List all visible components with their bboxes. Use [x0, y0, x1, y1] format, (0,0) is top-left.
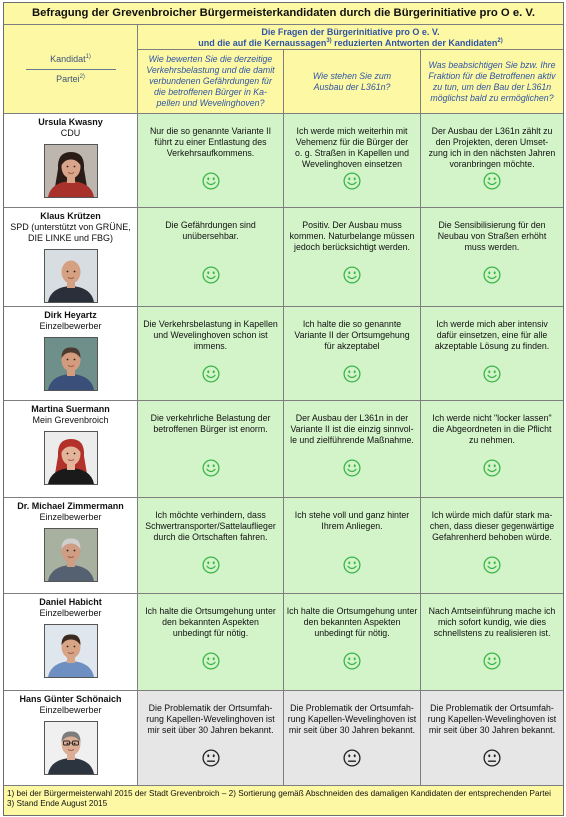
answer-line: den Projekten, deren Umset- — [435, 137, 549, 147]
smiley-neutral-icon — [343, 749, 361, 767]
answer-cell — [284, 307, 421, 401]
smiley-happy-icon — [343, 365, 361, 383]
candidate-cell — [4, 401, 138, 498]
answer-line: unbedingt für nötig. — [172, 628, 249, 638]
candidate-name: Dirk Heyartz — [44, 309, 97, 320]
answer-line: chen, dass dieser gegenwärtige — [429, 521, 555, 531]
answer-line: Ich würde mich dafür stark ma- — [431, 510, 553, 520]
answer-line: Nach Amtseinführung mache ich — [428, 606, 556, 616]
answer-line: Wevelinghoven einsetzen — [301, 159, 403, 169]
answer-cell — [284, 691, 421, 786]
smiley-happy-icon — [202, 652, 220, 670]
answer-line: Der Ausbau der L361n zählt zu — [431, 126, 553, 136]
candidate-name: Klaus Krützen — [40, 210, 101, 221]
answer-line: le und zielführende Maßnahme. — [290, 435, 414, 445]
answer-cell — [421, 498, 563, 594]
answer-line: voranbringen möchte. — [449, 159, 535, 169]
answer-line: Der Ausbau der L361n in der — [295, 413, 409, 423]
smiley-happy-icon — [202, 172, 220, 190]
page-title: Befragung der Grevenbroicher Bürgermeisterkandidaten durch die Bürgerinitiative pro O e. V. — [4, 3, 563, 25]
question-line: Wie bewerten Sie die derzeitige — [148, 54, 273, 64]
answer-cell — [421, 401, 563, 498]
candidate-header-label — [50, 54, 91, 65]
smiley-happy-icon — [343, 459, 361, 477]
candidate-label: Kandidat — [50, 53, 86, 64]
question-cell — [138, 50, 284, 114]
answer-line: mir seit über 30 Jahren bekannt. — [428, 725, 556, 735]
candidate-party: SPD (unterstützt von GRÜNE, — [10, 221, 131, 232]
answer-line: rung Kapellen-Wevelinghoven ist — [287, 714, 417, 724]
smiley-happy-icon — [202, 365, 220, 383]
answer-line: Die Problematik der Ortsumfah- — [430, 703, 554, 713]
answer-cell — [421, 307, 563, 401]
party-header-label — [56, 74, 85, 85]
smiley-happy-icon — [483, 459, 501, 477]
candidate-party: Mein Grevenbroich — [32, 414, 109, 425]
footnote-marker: 1) — [85, 53, 91, 60]
answer-line: Neubau von Straßen erhöht — [437, 231, 547, 241]
answer-line: durch die Ortschaften fahren. — [153, 532, 268, 542]
answer-line: unbedingt für nötig. — [314, 628, 390, 638]
candidate-cell — [4, 114, 138, 208]
smiley-happy-icon — [202, 459, 220, 477]
question-line: möglichst bald zu ermöglichen? — [430, 92, 554, 103]
answer-line: Ich halte die Ortsumgehung unter — [145, 606, 276, 616]
answer-cell — [284, 498, 421, 594]
answer-cell — [421, 594, 563, 691]
answer-line: Die Problematik der Ortsumfah- — [290, 703, 414, 713]
answer-line: Vehemenz für die Bürger der — [295, 137, 409, 147]
answer-line: Variante II der Ortsumgehung — [294, 330, 410, 340]
question-line: Ausbau der L361n? — [313, 81, 391, 92]
candidate-cell — [4, 594, 138, 691]
answer-cell — [421, 208, 563, 307]
questions-title-text: reduzierten Antworten der Kandidaten — [331, 37, 498, 48]
candidate-photo — [44, 249, 98, 303]
answer-line: Ich stehe voll und ganz hinter — [294, 510, 410, 520]
answer-cell — [284, 401, 421, 498]
answer-line: schnellstens zu realisieren ist. — [433, 628, 551, 638]
questions-title — [138, 25, 563, 50]
smiley-happy-icon — [343, 172, 361, 190]
footnote-line: 1) bei der Bürgermeisterwahl 2015 der Stadt Grevenbroich – 2) Sortierung gemäß Abschneiden des damaligen Kandidaten der entsprechenden Partei — [7, 788, 551, 798]
candidate-party: Einzelbewerber — [39, 320, 102, 331]
smiley-happy-icon — [343, 266, 361, 284]
answer-cell — [284, 594, 421, 691]
candidate-party: Einzelbewerber — [39, 607, 102, 618]
answer-cell — [138, 401, 284, 498]
candidate-cell — [4, 691, 138, 786]
answer-line: Die Sensibilisierung für den — [438, 220, 546, 230]
footnote-marker: 2) — [79, 73, 85, 80]
question-line: verbundenen Gefährdungen für — [149, 76, 272, 86]
answer-line: kommen. Naturbelange müssen — [289, 231, 415, 241]
smiley-neutral-icon — [202, 749, 220, 767]
answer-cell — [138, 498, 284, 594]
smiley-happy-icon — [483, 652, 501, 670]
candidate-party: Einzelbewerber — [39, 511, 102, 522]
answer-line: unübersehbar. — [182, 231, 239, 241]
answer-line: Ich werde mich aber intensiv — [436, 319, 548, 329]
question-line: die betroffenen Bürger in Ka- — [154, 87, 267, 97]
survey-table — [3, 2, 564, 816]
answer-line: führt zu einer Entlastung des — [154, 137, 267, 147]
answer-cell — [138, 594, 284, 691]
answer-line: mich sofort kundig, wie dies — [437, 617, 547, 627]
answer-line: die Abgeordneten in die Pflicht — [432, 424, 552, 434]
answer-line: Die Verkehrsbelastung in Kapellen — [143, 319, 278, 329]
answer-line: Die Gefährdungen sind — [165, 220, 256, 230]
answer-line: Ihrem Anliegen. — [321, 521, 383, 531]
smiley-neutral-icon — [483, 749, 501, 767]
party-label: Partei — [56, 73, 80, 84]
questions-title-line — [138, 38, 563, 49]
answer-line: rung Kapellen-Wevelinghoven ist — [146, 714, 275, 724]
candidate-party: DIE LINKE und FBG) — [27, 232, 114, 243]
answer-cell — [284, 114, 421, 208]
smiley-happy-icon — [483, 365, 501, 383]
answer-cell — [421, 691, 563, 786]
answer-line: Die verkehrliche Belastung der — [150, 413, 271, 423]
answer-line: Positiv. Der Ausbau muss — [302, 220, 402, 230]
answer-cell — [284, 208, 421, 307]
candidate-name: Dr. Michael Zimmermann — [17, 500, 124, 511]
smiley-happy-icon — [202, 556, 220, 574]
answer-line: und Wevelinghoven schon ist — [153, 330, 268, 340]
answer-line: Gefahrenherd behoben würde. — [432, 532, 552, 542]
answer-line: Schwertransporter/Sattelauflieger — [145, 521, 276, 531]
candidate-photo — [44, 721, 98, 775]
answer-line: dafür einsetzen, eine für alle — [436, 330, 548, 340]
candidate-name: Martina Suermann — [31, 403, 110, 414]
question-line: Was beabsichtigen Sie bzw. Ihre — [428, 59, 556, 70]
answer-line: immens. — [193, 341, 228, 351]
answer-line: betroffenen Bürger ist enorm. — [153, 424, 268, 434]
answer-cell — [138, 307, 284, 401]
answer-cell — [138, 208, 284, 307]
answer-line: Ich halte die Ortsumgehung unter — [286, 606, 418, 616]
answer-line: zung ich in den nächsten Jahren — [428, 148, 556, 158]
answer-line: Ich werde mich weiterhin mit — [296, 126, 408, 136]
answer-line: mir seit über 30 Jahren bekannt. — [147, 725, 274, 735]
answer-line: akzeptable Lösung zu finden. — [434, 341, 550, 351]
candidate-cell — [4, 307, 138, 401]
candidate-photo — [44, 337, 98, 391]
question-line: zu tun, um den Bau der L361n — [432, 81, 552, 92]
answer-line: zu nehmen. — [469, 435, 515, 445]
question-line: pellen und Wevelinghoven? — [156, 98, 265, 108]
candidate-party-header — [4, 25, 138, 114]
smiley-happy-icon — [483, 172, 501, 190]
answer-cell — [421, 114, 563, 208]
candidate-cell — [4, 208, 138, 307]
answer-line: Die Problematik der Ortsumfah- — [148, 703, 273, 713]
candidate-party: Einzelbewerber — [39, 704, 102, 715]
answer-line: Verkehrsaufkommens. — [166, 148, 255, 158]
candidate-name: Daniel Habicht — [39, 596, 102, 607]
answer-cell — [138, 691, 284, 786]
answer-line: mir seit über 30 Jahren bekannt. — [288, 725, 416, 735]
answer-line: muss werden. — [464, 242, 520, 252]
questions-title-line: Die Fragen der Bürgerinitiative pro O e. V. — [261, 26, 440, 37]
footnote-marker: 3) — [326, 37, 332, 44]
answer-line: Ich halte die so genannte — [302, 319, 402, 329]
candidate-photo — [44, 528, 98, 582]
smiley-happy-icon — [343, 652, 361, 670]
header-divider — [26, 69, 116, 70]
question-line: Wie stehen Sie zum — [312, 70, 392, 81]
candidate-name: Ursula Kwasny — [38, 116, 103, 127]
answer-line: den bekannten Aspekten — [162, 617, 259, 627]
candidate-party: CDU — [60, 127, 81, 138]
question-cell — [284, 50, 421, 114]
answer-line: Nur die so genannte Variante II — [149, 126, 272, 136]
answer-cell — [138, 114, 284, 208]
answer-line: Variante II ist die einzig sinnvol- — [290, 424, 414, 434]
answer-line: Ich möchte verhindern, dass — [155, 510, 266, 520]
answer-line: o. g. Straßen in Kapellen und — [295, 148, 409, 158]
question-line: Verkehrsbelastung und die damit — [146, 65, 275, 75]
answer-line: Ich werde nicht "locker lassen" — [432, 413, 552, 423]
answer-line: jedoch berücksichtigt werden. — [294, 242, 410, 252]
answer-line: für akzeptabel — [324, 341, 380, 351]
candidate-photo — [44, 144, 98, 198]
footnotes — [4, 786, 563, 815]
footnote-line: 3) Stand Ende August 2015 — [7, 799, 108, 808]
candidate-name: Hans Günter Schönaich — [19, 693, 122, 704]
candidate-photo — [44, 431, 98, 485]
answer-line: den bekannten Aspekten — [303, 617, 401, 627]
smiley-happy-icon — [202, 266, 220, 284]
candidate-photo — [44, 624, 98, 678]
questions-title-text: und die auf die Kernaussagen — [198, 37, 327, 48]
smiley-happy-icon — [483, 266, 501, 284]
footnote-marker: 2) — [497, 37, 503, 44]
smiley-happy-icon — [483, 556, 501, 574]
smiley-happy-icon — [343, 556, 361, 574]
question-cell — [421, 50, 563, 114]
candidate-cell — [4, 498, 138, 594]
answer-line: rung Kapellen-Wevelinghoven ist — [427, 714, 557, 724]
question-line: Fraktion für die Betroffenen aktiv — [428, 70, 556, 81]
